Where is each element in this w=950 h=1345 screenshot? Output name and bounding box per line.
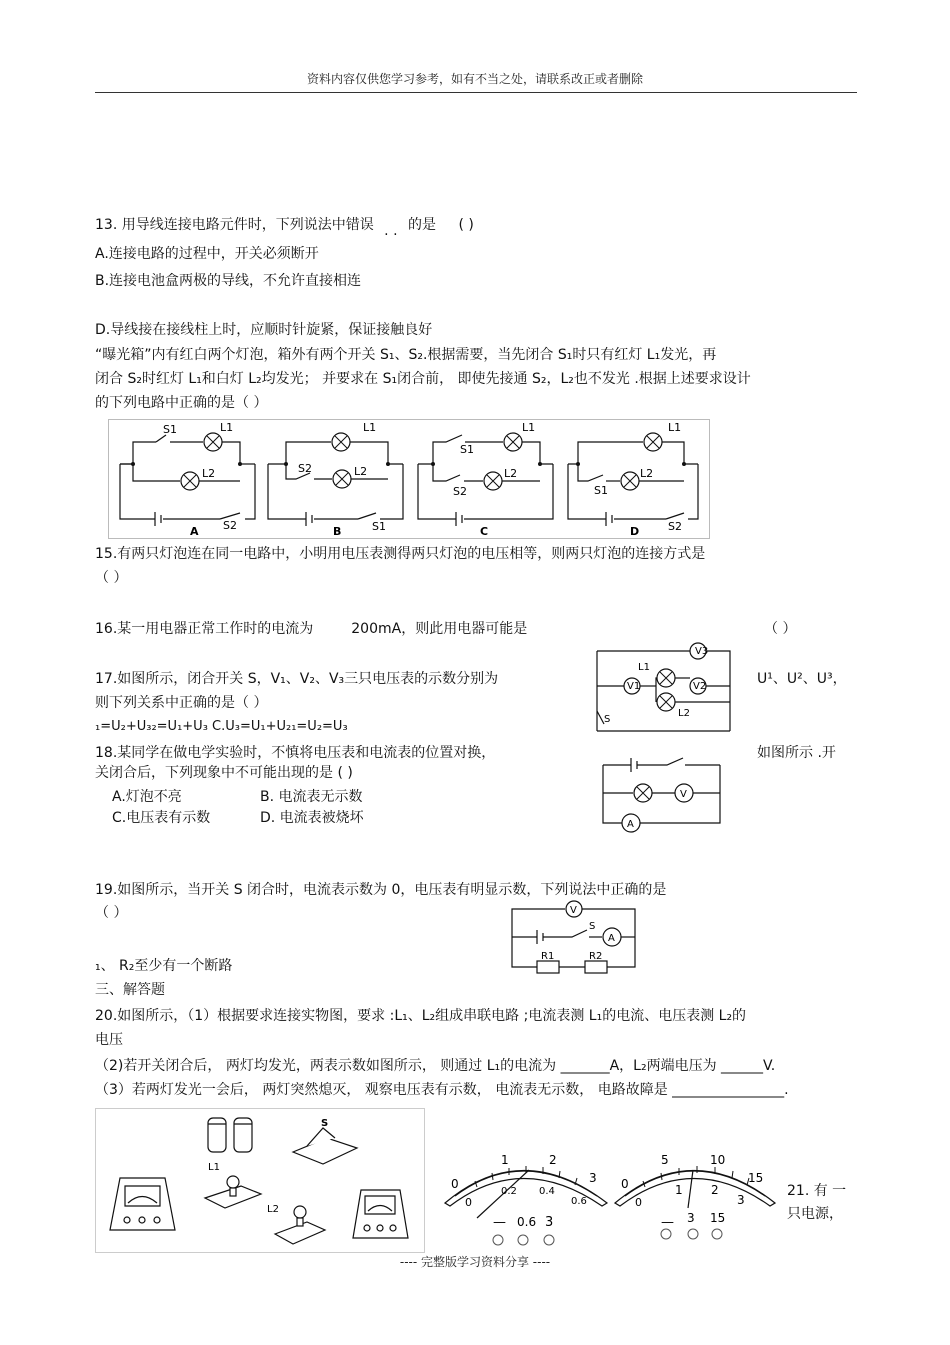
voltmeter-bottom-3: 3: [737, 1193, 745, 1207]
q17-line2: 则下列关系中正确的是（ ）: [95, 695, 268, 711]
q18-line1: 18.某同学在做电学实验时，不慎将电压表和电流表的位置对换，: [95, 745, 496, 761]
q15-line2: （ ）: [95, 570, 128, 586]
q19-line1: 19.如图所示，当开关 S 闭合时，电流表示数为 0，电压表有明显示数，下列说法中正确的是: [95, 882, 667, 898]
q14-c-l1-label: L1: [522, 421, 536, 434]
q20-l2-label: L2: [267, 1204, 279, 1215]
q21-line1: 21. 有 一: [787, 1183, 847, 1199]
section-title: 三、解答题: [95, 982, 165, 998]
q13-option-b: B.连接电池盒两极的导线，不允许直接相连: [95, 273, 362, 289]
q17-l1-label: L1: [638, 662, 650, 673]
ammeter-bottom-1: 0.2: [501, 1186, 517, 1197]
header-rule: [95, 92, 857, 93]
q14-c-l2-label: L2: [504, 467, 518, 480]
q14-c-s2-label: S2: [453, 485, 467, 498]
q18-circuit-figure: [595, 745, 730, 837]
q18-line2: 关闭合后，下列现象中不可能出现的是 ( ): [95, 765, 353, 781]
q14-b-l2-label: L2: [354, 465, 368, 478]
q18-option-c: C.电压表有示数: [112, 810, 211, 826]
q13-stem: 13. 用导线连接电路元件时，下列说法中错误 . . 的是 ( ): [95, 217, 474, 239]
q18-right: 如图所示 .开: [757, 745, 836, 761]
q14-b-s1-label: S1: [372, 520, 386, 533]
q20-l1-label: L1: [208, 1162, 220, 1173]
q17-circuit-figure: [582, 636, 742, 736]
q14-line3: 的下列电路中正确的是（ ）: [95, 395, 268, 411]
q14-b-l1-label: L1: [363, 421, 377, 434]
ammeter-terminal-3: 3: [545, 1215, 554, 1230]
q19-s-label: S: [589, 921, 596, 932]
q14-d-l1-label: L1: [668, 421, 682, 434]
q13-option-d: D.导线接在接线柱上时，应顺时针旋紧，保证接触良好: [95, 322, 433, 338]
q16-stem: 16.某一用电器正常工作时的电流为 200mA，则此用电器可能是: [95, 621, 528, 637]
q14-line1: “曝光箱”内有红白两个灯泡，箱外有两个开关 S₁、S₂.根据需要，当先闭合 S₁时只有红灯 L₁发光，再: [95, 347, 717, 363]
q18-option-a: A.灯泡不亮: [112, 789, 182, 805]
q19-option: ₁、 R₂至少有一个断路: [95, 958, 233, 974]
q14-d-s2-label: S2: [668, 520, 682, 533]
q19-r2-label: R2: [589, 951, 603, 962]
q19-v-label: V: [570, 905, 577, 916]
q17-v1-label: V1: [627, 681, 641, 692]
q21-line2: 只电源，: [787, 1206, 843, 1222]
q14-c-s1-label: S1: [460, 443, 474, 456]
voltmeter-top-15: 15: [748, 1171, 764, 1185]
q13-option-a: A.连接电路的过程中，开关必须断开: [95, 246, 319, 262]
q19-r1-label: R1: [541, 951, 555, 962]
q18-option-b: B. 电流表无示数: [260, 789, 363, 805]
voltmeter-top-10: 10: [710, 1153, 726, 1167]
ammeter-top-0: 0: [451, 1177, 459, 1191]
q19-line2: （ ）: [95, 905, 128, 921]
q17-line1: 17.如图所示，闭合开关 S，V₁、V₂、V₃三只电压表的示数分别为: [95, 671, 499, 687]
voltmeter-bottom-1: 1: [675, 1183, 683, 1197]
ammeter-top-2: 2: [549, 1153, 557, 1167]
q19-circuit-figure: [507, 897, 642, 975]
q19-a-label: A: [608, 933, 615, 944]
q17-l2-label: L2: [678, 708, 690, 719]
ammeter-top-3: 3: [589, 1171, 597, 1185]
voltmeter-top-0: 0: [621, 1177, 629, 1191]
q14-a-l2-label: L2: [202, 467, 216, 480]
q17-v3-label: V3: [695, 646, 709, 657]
q16-paren: （ ）: [764, 621, 797, 637]
q20-line1: 20.如图所示，（1）根据要求连接实物图，要求 :L₁、L₂组成串联电路 ;电流表测 L₁的电流、电压表测 L₂的: [95, 1008, 747, 1024]
voltmeter-bottom-0: 0: [635, 1196, 642, 1209]
ammeter-bottom-3: 0.6: [571, 1196, 587, 1207]
ammeter-top-1: 1: [501, 1153, 509, 1167]
ammeter-bottom-0: 0: [465, 1196, 472, 1209]
q14-line2: 闭合 S₂时红灯 L₁和白灯 L₂均发光； 并要求在 S₁闭合前， 即使先接通 S₂，L₂也不发光 .根据上述要求设计: [95, 371, 751, 387]
q18-a-label: A: [627, 819, 634, 830]
q17-options: ₁=U₂+U₃₂=U₁+U₃ C.U₃=U₁+U₂₁=U₂=U₃: [95, 719, 348, 734]
q14-a-s1-label: S1: [163, 423, 177, 436]
ammeter-bottom-2: 0.4: [539, 1186, 555, 1197]
q14-b-s2-label: S2: [298, 462, 312, 475]
voltmeter-bottom-2: 2: [711, 1183, 719, 1197]
q14-option-b-label: B: [333, 525, 342, 538]
q18-v-label: V: [680, 789, 687, 800]
q17-values: U¹、U²、U³，: [757, 671, 847, 687]
q14-option-a-label: A: [190, 525, 199, 538]
q20-s-label: S: [321, 1118, 329, 1129]
voltmeter-terminal-15: 15: [710, 1211, 726, 1225]
voltmeter-top-5: 5: [661, 1153, 669, 1167]
q14-circuit-figure: [108, 419, 710, 539]
q14-a-s2-label: S2: [223, 519, 237, 532]
q18-option-d: D. 电流表被烧坏: [260, 810, 364, 826]
q14-d-l2-label: L2: [640, 467, 654, 480]
q17-s-label: S: [604, 714, 611, 725]
ammeter-terminal-06: 0.6: [517, 1215, 537, 1229]
q20-apparatus-figure: [95, 1108, 425, 1253]
page-footer: ---- 完整版学习资料分享 ----: [399, 1255, 551, 1269]
voltmeter-terminal-3: 3: [687, 1211, 695, 1225]
q14-option-c-label: C: [480, 525, 489, 538]
q20-line2: 电压: [95, 1032, 123, 1048]
q14-option-d-label: D: [630, 525, 640, 538]
meter-dials-figure: [437, 1148, 787, 1258]
q15-line1: 15.有两只灯泡连在同一电路中，小明用电压表测得两只灯泡的电压相等，则两只灯泡的连接方式是: [95, 546, 706, 562]
q14-a-l1-label: L1: [220, 421, 234, 434]
q20-line3: （2)若开关闭合后， 两灯均发光，两表示数如图所示， 则通过 L₁的电流为 _______A，L₂两端电压为 ______V.: [95, 1058, 776, 1074]
ammeter-terminal-neg: —: [493, 1215, 506, 1230]
q14-d-s1-label: S1: [594, 484, 608, 497]
page-header: 资料内容仅供您学习参考，如有不当之处，请联系改正或者删除: [306, 72, 643, 86]
q17-v2-label: V2: [693, 681, 707, 692]
q20-line4: （3）若两灯发光一会后， 两灯突然熄灭， 观察电压表有示数， 电流表无示数， 电路故障是 ________________.: [95, 1082, 789, 1098]
voltmeter-terminal-neg: —: [661, 1215, 674, 1230]
